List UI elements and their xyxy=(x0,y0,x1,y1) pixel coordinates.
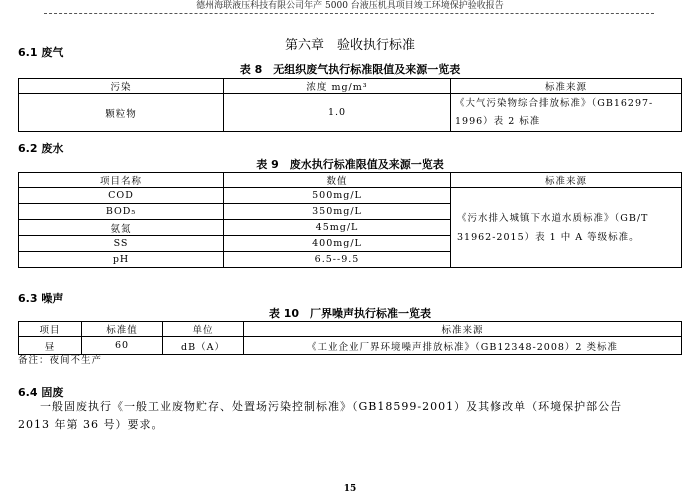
table-row xyxy=(19,188,682,204)
table-cell: BOD₅ xyxy=(19,204,224,220)
table-cell: 氨氮 xyxy=(19,220,224,236)
table-cell: 昼 xyxy=(19,337,82,355)
header-divider xyxy=(44,13,654,14)
table-header-cell: 标准来源 xyxy=(451,79,682,94)
table-row xyxy=(19,337,682,355)
table-header-cell: 标准值 xyxy=(82,322,163,337)
table-cell: 6.5--9.5 xyxy=(224,252,451,268)
section-6-1-heading: 6.1 废气 xyxy=(18,46,64,59)
table-cell: 1.0 xyxy=(224,94,451,132)
table-header-cell: 标准来源 xyxy=(451,173,682,188)
table-cell: 400mg/L xyxy=(224,236,451,252)
section-6-4-paragraph: 一般固废执行《一般工业废物贮存、处置场污染控制标准》（GB18599-2001）及其修改单（环境保护部公告 2013 年第 36 号）要求。 xyxy=(18,400,623,431)
table-header-cell: 单位 xyxy=(163,322,244,337)
report-header: 德州海联液压科技有限公司年产 5000 台液压机具项目竣工环境保护验收报告 xyxy=(196,1,504,11)
table-8 xyxy=(18,78,682,132)
table-cell: 颗粒物 xyxy=(19,94,224,132)
table-header-cell: 标准来源 xyxy=(244,322,682,337)
table-header-cell: 项目名称 xyxy=(19,173,224,188)
table-8-caption: 表 8 无组织废气执行标准限值及来源一览表 xyxy=(239,63,461,76)
page-number: 15 xyxy=(343,484,357,494)
section-6-2-heading: 6.2 废水 xyxy=(18,142,64,155)
table-cell: pH xyxy=(19,252,224,268)
table-cell: SS xyxy=(19,236,224,252)
table-10 xyxy=(18,321,682,355)
table-9 xyxy=(18,172,682,268)
table-10-note: 备注：夜间不生产 xyxy=(18,355,103,366)
table-cell: 350mg/L xyxy=(224,204,451,220)
table-cell: 45mg/L xyxy=(224,220,451,236)
table-cell: 500mg/L xyxy=(224,188,451,204)
table-header-cell: 浓度 mg/m³ xyxy=(224,79,451,94)
table-cell: 《工业企业厂界环境噪声排放标准》（GB12348-2008）2 类标准 xyxy=(244,337,682,355)
table-cell: COD xyxy=(19,188,224,204)
table-cell: 60 xyxy=(82,337,163,355)
table-cell: 《污水排入城镇下水道水质标准》（GB/T 31962-2015）表 1 中 A 等级标准。 xyxy=(451,188,682,268)
chapter-title: 第六章 验收执行标准 xyxy=(284,38,415,53)
table-header-cell: 项目 xyxy=(19,322,82,337)
table-9-caption: 表 9 废水执行标准限值及来源一览表 xyxy=(256,158,444,171)
table-header-cell: 数值 xyxy=(224,173,451,188)
table-10-caption: 表 10 厂界噪声执行标准一览表 xyxy=(268,307,432,320)
section-6-3-heading: 6.3 噪声 xyxy=(18,292,64,305)
table-cell: 《大气污染物综合排放标准》（GB16297-1996）表 2 标准 xyxy=(451,94,682,132)
table-header-cell: 污染 xyxy=(19,79,224,94)
section-6-4-heading: 6.4 固废 xyxy=(18,386,64,399)
table-row xyxy=(19,94,682,132)
table-cell: dB（A） xyxy=(163,337,244,355)
